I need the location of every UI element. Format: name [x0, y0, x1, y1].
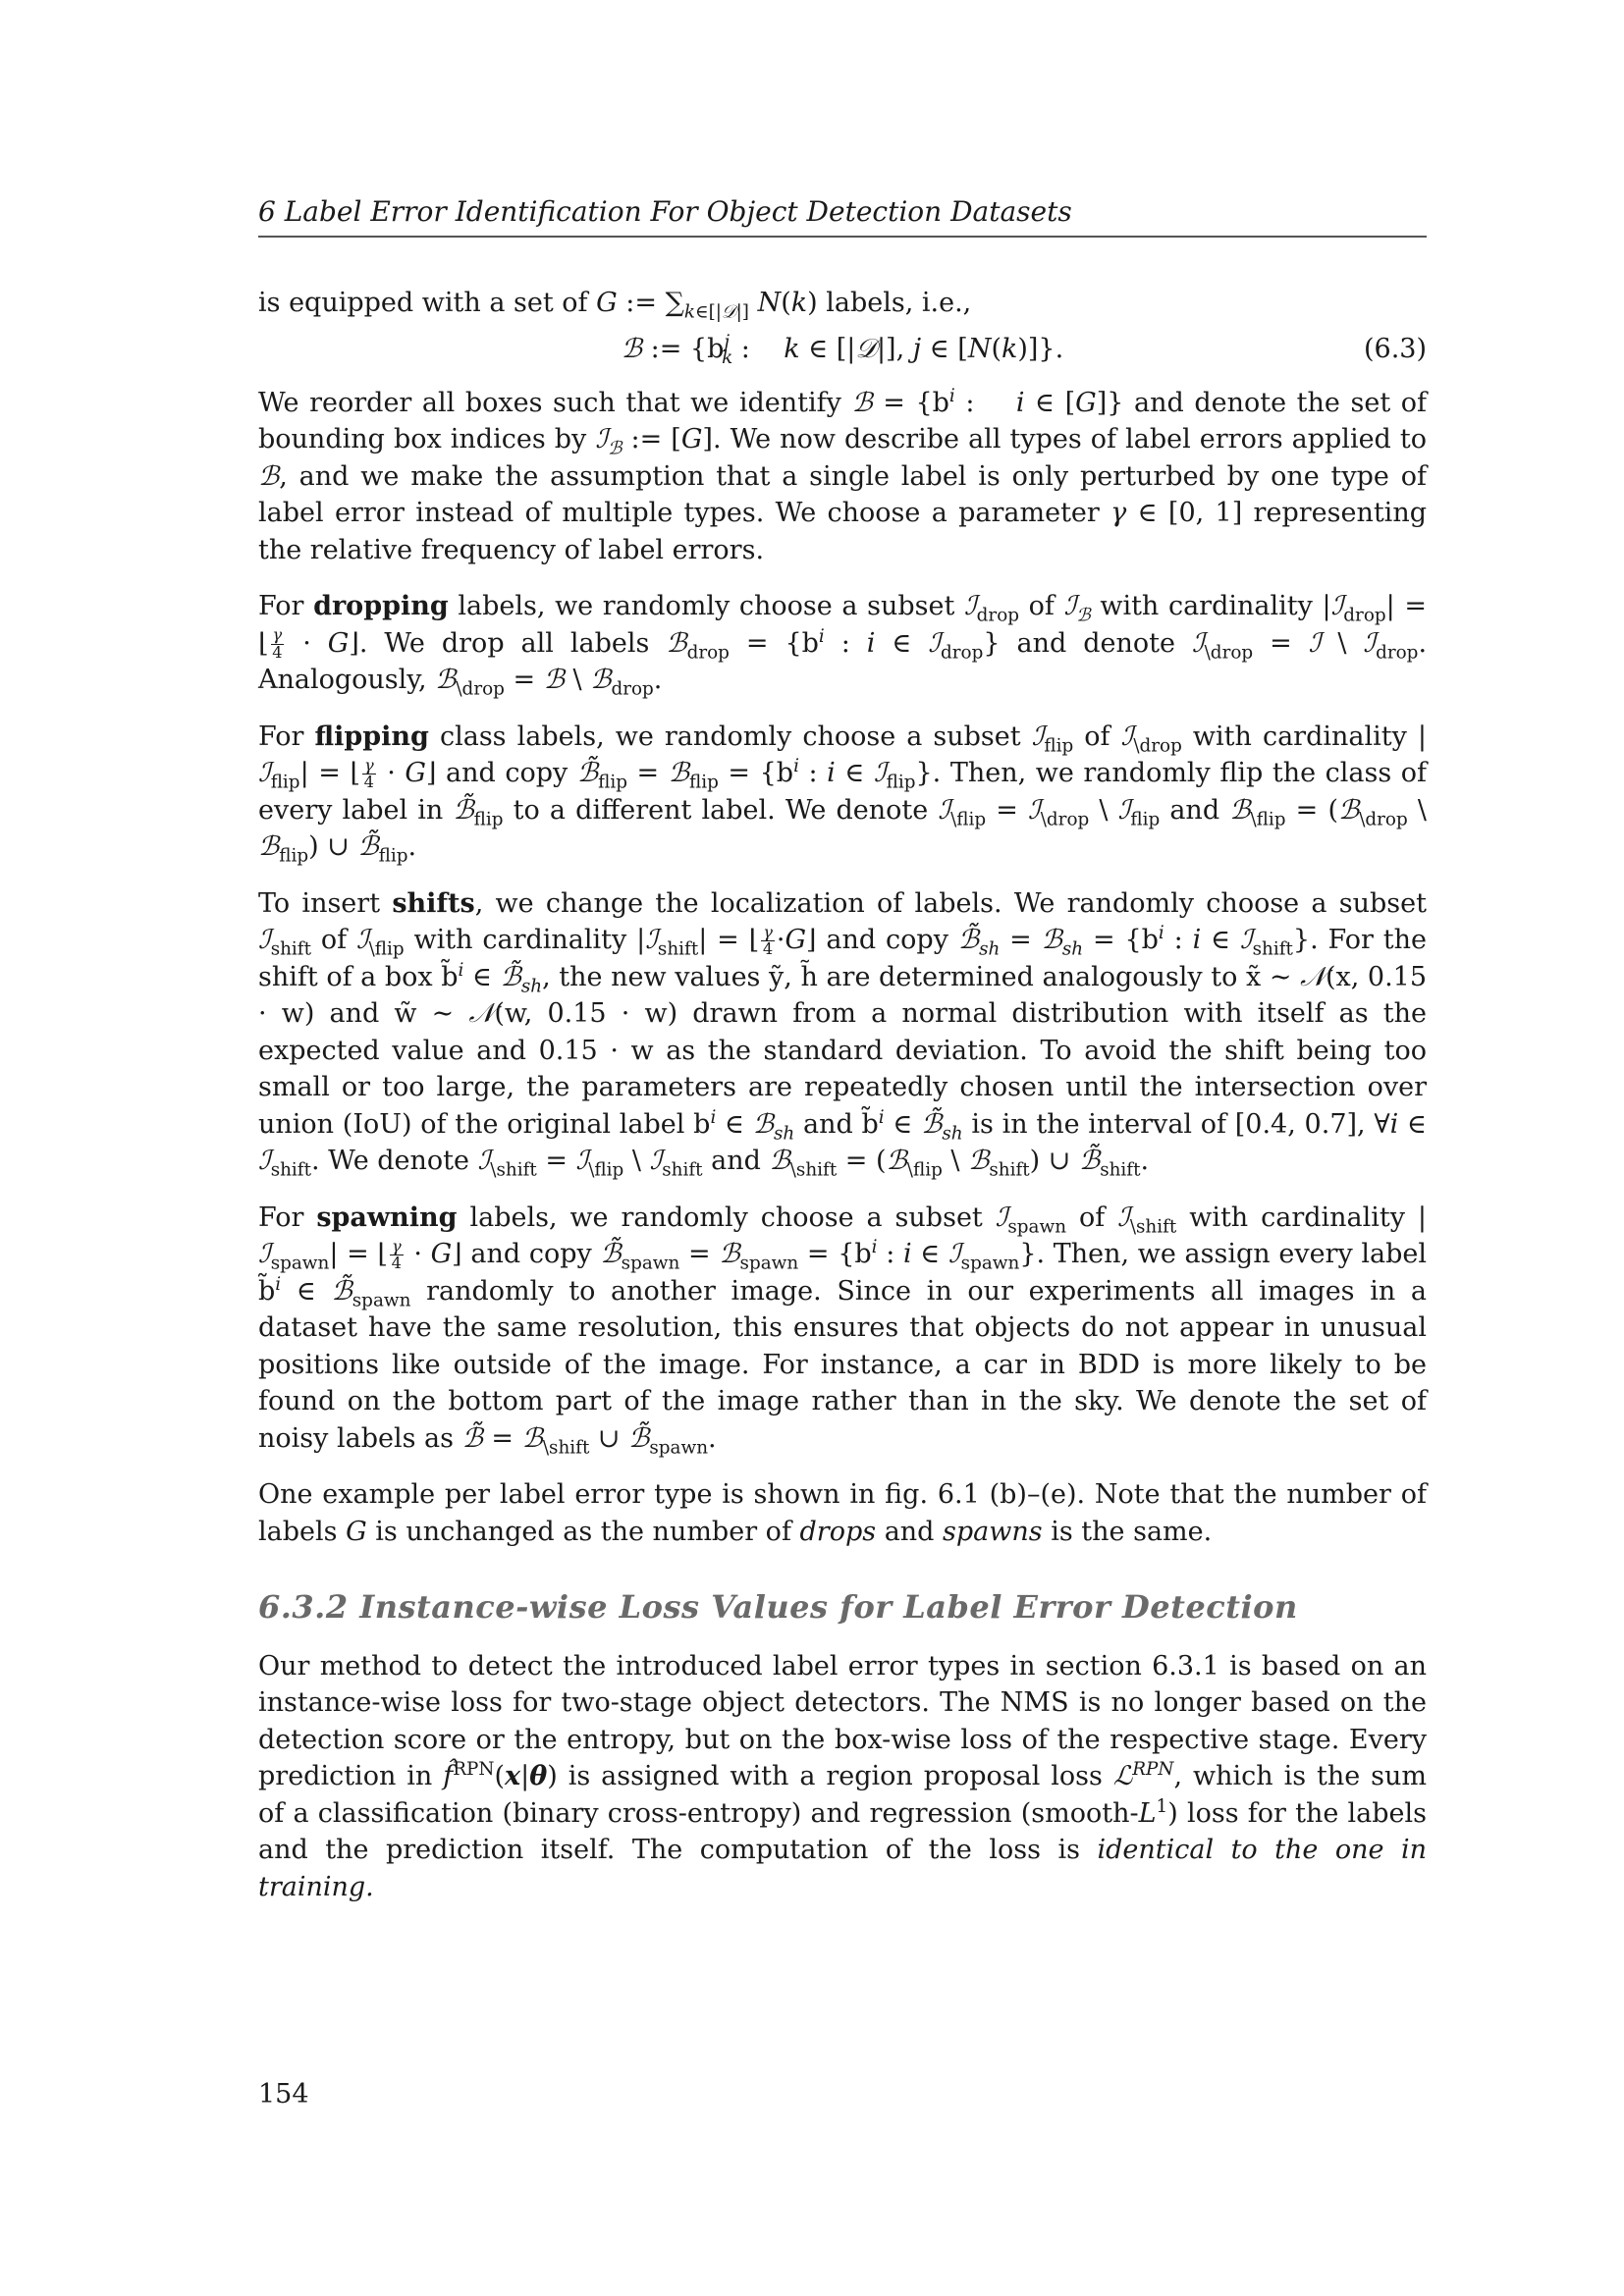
equation-number: (6.3): [1363, 333, 1427, 364]
equation-body: ℬ := {$b^j_k$ : k ∈ [|𝒟|], j ∈ [N(k)]}.: [621, 331, 1064, 369]
paragraph-dropping: For dropping labels, we randomly choose a subset ℐ$_{drop}$ of ℐ$_ℬ$ with cardinality |ℐ$_{drop}$| = ⌊ $\frac{\gamma}{4}$ · G⌋. We drop all labels ℬ$_{drop}$ = {$b^i$ : i ∈ ℐ$_{drop}$} and denote ℐ$_{\backslash drop}$ = ℐ \ ℐ$_{drop}$. Analogously, ℬ$_{\backslash drop}$ = ℬ \ ℬ$_{drop}$.: [258, 591, 1428, 700]
keyword-dropping: dropping: [313, 591, 449, 621]
keyword-shifts: shifts: [392, 887, 475, 919]
body-text: [258, 285, 1427, 1925]
section-heading: 6.3.2 Instance-wise Loss Values for Label Error Detection: [258, 1588, 1298, 1626]
paragraph-shifts: To insert shifts, we change the localization of labels. We randomly choose a subset ℐ$_{shift}$ of ℐ$_{\backslash flip}$ with cardinality |ℐ$_{shift}$| = ⌊ $\frac{\gamma}{4}$ ·G⌋ and copy $ℬ̃_{sh}$ = ℬ$_{sh}$ = {$b^i$ : i ∈ ℐ$_{shift}$}. For the shift of a box b̃$^i$ ∈ $ℬ̃_{sh}$, the new values ỹ, h̃ are determined analogously to x̃ ∼ 𝒩(x, 0.15 · w) and w̃ ∼ 𝒩(w, 0.15 · w) drawn from a normal distribution with itself as the expected value and 0.15 · w as the standard deviation. To avoid the shift being too small or too large, the parameters are repeatedly chosen until the intersection over union (IoU) of the original label $b^i$ ∈ ℬ$_{sh}$ and b̃$^i$ ∈ $ℬ̃_{sh}$ is in the interval of [0.4, 0.7], ∀i ∈ ℐ$_{shift}$. We denote ℐ$_{\backslash shift}$ = ℐ$_{\backslash flip}$ \ ℐ$_{shift}$ and ℬ$_{\backslash shift}$ = (ℬ$_{\backslash flip}$ \ ℬ$_{shift}$) ∪ $ℬ̃_{shift}$.: [258, 887, 1428, 1181]
paragraph-spawning: For spawning labels, we randomly choose a subset ℐ$_{spawn}$ of ℐ$_{\backslash shift}$ with cardinality |ℐ$_{spawn}$| = ⌊ $\frac{\gamma}{4}$ · G⌋ and copy $ℬ̃_{spawn}$ = ℬ$_{spawn}$ = {$b^i$ : i ∈ ℐ$_{spawn}$}. Then, we assign every label b̃$^i$ ∈ $ℬ̃_{spawn}$ randomly to another image. Since in our experiments all images in a dataset have the same resolution, this ensures that objects do not appear in unusual positions like outside of the image. For instance, a car in BDD is more likely to be found on the bottom part of the image rather than in the sky. We denote the set of noisy labels as ℬ̃ = ℬ$_{\backslash shift}$ ∪ $ℬ̃_{spawn}$.: [258, 1201, 1428, 1458]
equation-6-3: [258, 328, 1427, 371]
paragraph-example: One example per label error type is shown in fig. 6.1 (b)–(e). Note that the number of labels G is unchanged as the number of drops and spawns is the same.: [258, 1479, 1427, 1547]
paper-page: [258, 0, 1427, 2296]
keyword-drops: drops: [799, 1516, 877, 1547]
page-number: 154: [258, 2079, 309, 2109]
paragraph-method: Our method to detect the introduced label error types in section 6.3.1 is based on an instance-wise loss for two-stage object detectors. The NMS is no longer based on the detection score or the entropy, but on the box-wise loss of the respective stage. Every prediction in f̂$^{RPN}$(x|θ) is assigned with a region proposal loss ℒ$^{RPN}$, which is the sum of a classification (binary cross-entropy) and regression $(smooth-L^1)$ loss for the labels and the prediction itself. The computation of the loss is identical to the one in training.: [258, 1650, 1428, 1902]
paragraph-flipping: For flipping class labels, we randomly choose a subset ℐ$_{flip}$ of ℐ$_{\backslash drop}$ with cardinality |ℐ$_{flip}$| = ⌊ $\frac{\gamma}{4}$ · G⌋ and copy $ℬ̃_{flip}$ = ℬ$_{flip}$ = {$b^i$ : i ∈ ℐ$_{flip}$}. Then, we randomly flip the class of every label in $ℬ̃_{flip}$ to a different label. We denote ℐ$_{\backslash flip}$ = ℐ$_{\backslash drop}$ \ ℐ$_{flip}$ and ℬ$_{\backslash flip}$ = (ℬ$_{\backslash drop}$ \ ℬ$_{flip}$) ∪ $ℬ̃_{flip}$.: [258, 721, 1428, 867]
keyword-spawning: spawning: [316, 1201, 458, 1233]
paragraph-reorder: We reorder all boxes such that we identify ℬ = {$b^i$ : i ∈ [G]} and denote the set of bounding box indices by ℐ$_ℬ$ := [G]. We now describe all types of label errors applied to ℬ, and we make the assumption that a single label is only perturbed by one type of label error instead of multiple types. We choose a parameter γ ∈ [0, 1] representing the relative frequency of label errors.: [258, 385, 1427, 565]
keyword-spawns: spawns: [943, 1516, 1043, 1547]
running-header: 6 Label Error Identification For Object Detection Datasets: [258, 192, 1427, 238]
paragraph-intro: is equipped with a set of G := $\sum_{k\in[|𝒟|]}$ N(k) labels, i.e.,: [258, 288, 972, 323]
keyword-identical: identical to the one in training.: [258, 1835, 1428, 1902]
keyword-flipping: flipping: [314, 721, 429, 752]
